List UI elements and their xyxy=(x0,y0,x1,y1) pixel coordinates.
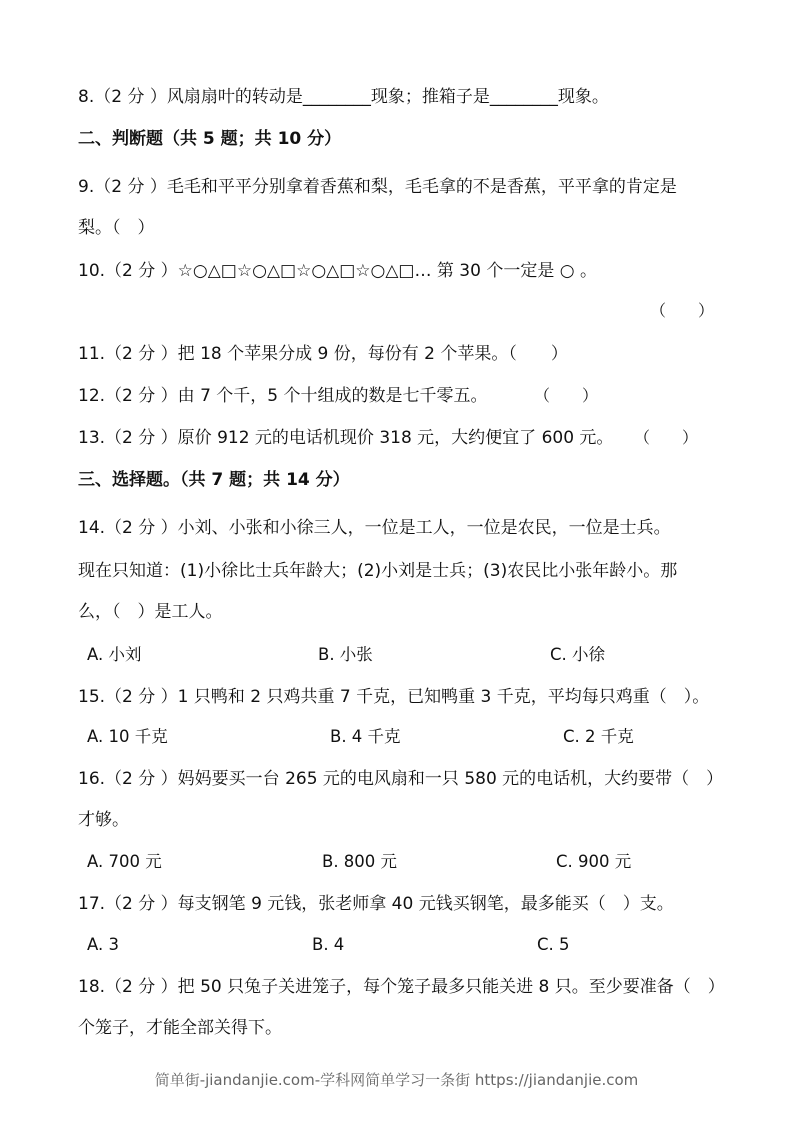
question-16-option-b: B. 800 元 xyxy=(322,852,398,871)
question-15-option-c: C. 2 千克 xyxy=(563,727,634,746)
question-15: 15.（2 分 ）1 只鸭和 2 只鸡共重 7 千克，已知鸭重 3 千克，平均每只鸡重（ ）。 xyxy=(78,687,710,707)
question-14-line-2: 现在只知道：(1)小徐比士兵年龄大；(2)小刘是士兵；(3)农民比小张年龄小。那 xyxy=(78,561,678,581)
question-15-option-a: A. 10 千克 xyxy=(87,727,168,746)
question-17: 17.（2 分 ）每支钢笔 9 元钱，张老师拿 40 元钱买钢笔，最多能买（ ）支。 xyxy=(78,894,674,914)
question-10-answer-paren: （ ） xyxy=(650,301,715,320)
section-heading-judgement: 二、判断题（共 5 题；共 10 分） xyxy=(78,129,342,149)
question-10: 10.（2 分 ）☆○△□☆○△□☆○△□☆○△□… 第 30 个一定是 ○ 。 xyxy=(78,261,597,281)
question-11: 11.（2 分 ）把 18 个苹果分成 9 份，每份有 2 个苹果。（ ） xyxy=(78,344,568,364)
section-heading-choice: 三、选择题。（共 7 题；共 14 分） xyxy=(78,470,350,490)
question-14-line-3: 么，（ ）是工人。 xyxy=(78,602,223,622)
question-14-option-a: A. 小刘 xyxy=(87,645,142,664)
question-13-answer-paren: （ ） xyxy=(634,428,699,447)
question-17-option-c: C. 5 xyxy=(537,935,570,954)
question-14-line-1: 14.（2 分 ）小刘、小张和小徐三人，一位是工人，一位是农民，一位是士兵。 xyxy=(78,518,671,538)
question-17-option-a: A. 3 xyxy=(87,935,119,954)
question-15-option-b: B. 4 千克 xyxy=(330,727,401,746)
question-16-line-2: 才够。 xyxy=(78,810,129,830)
question-14-option-b: B. 小张 xyxy=(318,645,373,664)
page-footer: 简单街-jiandanjie.com-学科网简单学习一条街 https://jiandanjie.com xyxy=(154,1071,639,1089)
question-16-line-1: 16.（2 分 ）妈妈要买一台 265 元的电风扇和一只 580 元的电话机，大约要带（ ） xyxy=(78,769,724,789)
question-16-option-a: A. 700 元 xyxy=(87,852,162,871)
question-9-line-1: 9.（2 分 ）毛毛和平平分别拿着香蕉和梨，毛毛拿的不是香蕉，平平拿的肯定是 xyxy=(78,177,677,197)
question-16-option-c: C. 900 元 xyxy=(556,852,632,871)
question-12: 12.（2 分 ）由 7 个千，5 个十组成的数是七千零五。 xyxy=(78,386,488,406)
question-18-line-1: 18.（2 分 ）把 50 只兔子关进笼子，每个笼子最多只能关进 8 只。至少要准备（ ） xyxy=(78,977,725,997)
question-14-option-c: C. 小徐 xyxy=(550,645,606,664)
question-17-option-b: B. 4 xyxy=(312,935,345,954)
question-9-line-2: 梨。（ ） xyxy=(78,218,155,238)
question-18-line-2: 个笼子，才能全部关得下。 xyxy=(78,1018,282,1038)
question-13: 13.（2 分 ）原价 912 元的电话机现价 318 元，大约便宜了 600 元。 xyxy=(78,428,614,448)
question-8: 8.（2 分 ）风扇扇叶的转动是________现象；推箱子是________现象。 xyxy=(78,87,609,107)
question-12-answer-paren: （ ） xyxy=(534,386,599,405)
